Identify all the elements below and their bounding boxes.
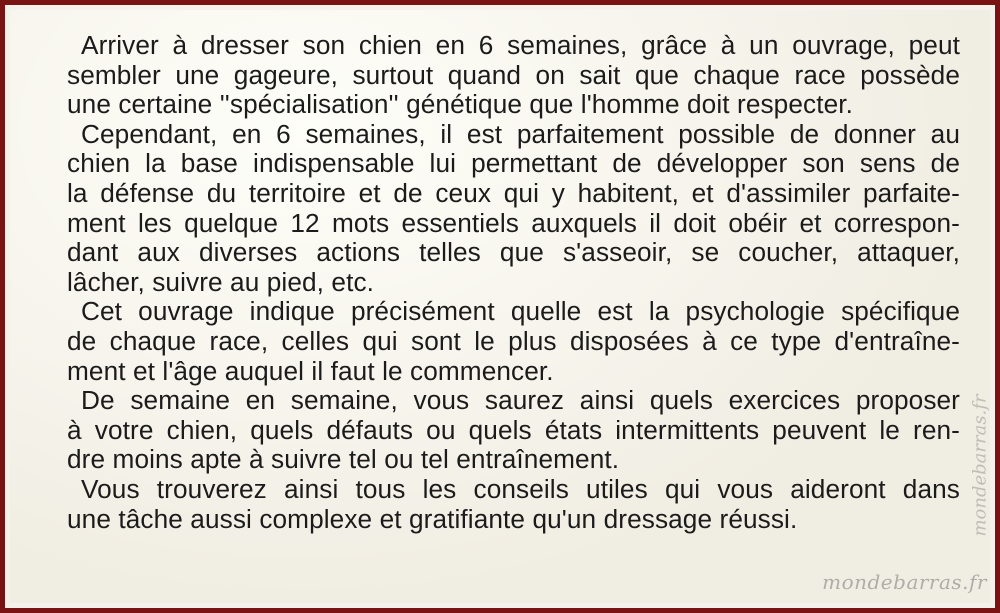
text-line: la défense du territoire et de ceux qui y habitent, et d'assimiler parfaite-: [67, 177, 960, 208]
paragraph-4: [67, 386, 960, 475]
text-line: lâcher, suivre au pied, etc.: [67, 266, 375, 297]
paragraph-2: [67, 120, 960, 298]
paragraph-5: [67, 475, 960, 534]
text-line: sembler une gageure, surtout quand on sait que chaque race possède: [67, 59, 960, 90]
text-line: De semaine en semaine, vous saurez ainsi quels exercices proposer: [81, 385, 960, 416]
text-line: à votre chien, quels défauts ou quels états intermittents peuvent le ren-: [67, 414, 960, 445]
text-line: une certaine ''spécialisation'' génétique que l'homme doit respecter.: [67, 89, 853, 120]
watermark-vertical: mondebarras.fr: [969, 394, 991, 537]
text-line: Cependant, en 6 semaines, il est parfaitement possible de donner au: [81, 118, 960, 149]
text-line: Vous trouverez ainsi tous les conseils utiles qui vous aideront dans: [81, 473, 960, 504]
text-line: Cet ouvrage indique précisément quelle est la psychologie spécifique: [81, 296, 960, 327]
watermark-horizontal: mondebarras.fr: [822, 570, 987, 594]
paragraph-3: [67, 297, 960, 386]
text-line: dant aux diverses actions telles que s'asseoir, se coucher, attaquer,: [67, 237, 960, 268]
text-line: ment et l'âge auquel il faut le commencer.: [67, 355, 554, 386]
text-line: de chaque race, celles qui sont le plus disposées à ce type d'entraîne-: [67, 325, 960, 356]
text-line: une tâche aussi complexe et gratifiante qu'un dressage réussi.: [67, 503, 798, 534]
body-text: [67, 31, 960, 534]
text-line: ment les quelque 12 mots essentiels auxquels il doit obéir et correspon-: [67, 207, 960, 238]
text-line: Arriver à dresser son chien en 6 semaines, grâce à un ouvrage, peut: [81, 30, 960, 60]
text-line: dre moins apte à suivre tel ou tel entraînement.: [67, 444, 620, 475]
text-line: chien la base indispensable lui permettant de développer son sens de: [67, 148, 960, 179]
paragraph-1: [67, 31, 960, 120]
